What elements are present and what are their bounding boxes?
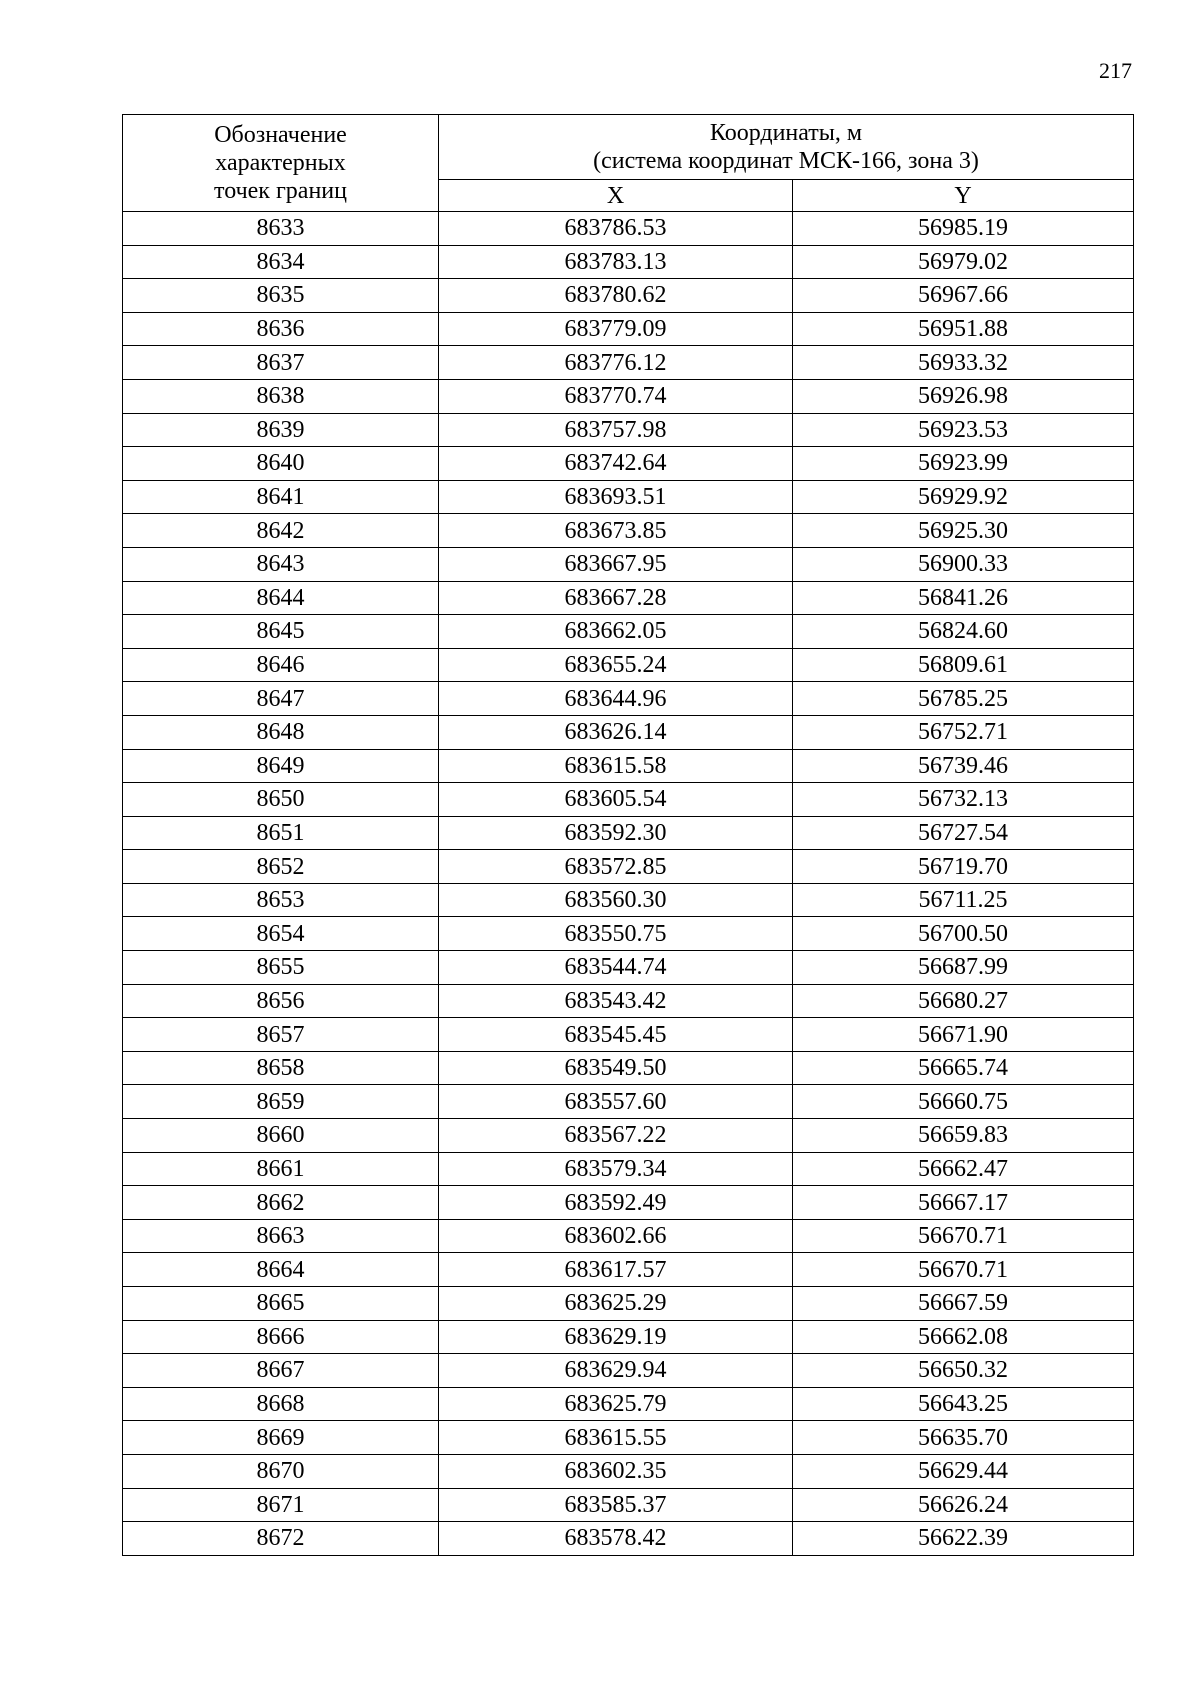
table-header <box>123 115 1134 212</box>
point-id-cell: 8639 <box>123 413 439 447</box>
y-coordinate-cell: 56785.25 <box>793 682 1134 716</box>
point-id-cell: 8657 <box>123 1018 439 1052</box>
y-coordinate-cell: 56923.53 <box>793 413 1134 447</box>
table-row <box>123 883 1134 917</box>
point-id-cell: 8635 <box>123 279 439 313</box>
y-coordinate-cell: 56700.50 <box>793 917 1134 951</box>
point-id-cell: 8658 <box>123 1051 439 1085</box>
x-coordinate-cell: 683757.98 <box>439 413 793 447</box>
x-coordinate-cell: 683615.58 <box>439 749 793 783</box>
table-row <box>123 1354 1134 1388</box>
point-id-cell: 8649 <box>123 749 439 783</box>
table-row <box>123 917 1134 951</box>
x-coordinate-cell: 683578.42 <box>439 1522 793 1556</box>
point-id-cell: 8642 <box>123 514 439 548</box>
y-coordinate-cell: 56626.24 <box>793 1488 1134 1522</box>
table-row <box>123 447 1134 481</box>
table-row <box>123 783 1134 817</box>
table-row <box>123 1119 1134 1153</box>
table-row <box>123 1522 1134 1556</box>
y-coordinate-cell: 56967.66 <box>793 279 1134 313</box>
point-id-cell: 8646 <box>123 648 439 682</box>
point-id-cell: 8652 <box>123 850 439 884</box>
x-coordinate-cell: 683742.64 <box>439 447 793 481</box>
x-coordinate-cell: 683667.95 <box>439 547 793 581</box>
y-coordinate-cell: 56732.13 <box>793 783 1134 817</box>
table-row <box>123 346 1134 380</box>
x-coordinate-cell: 683629.94 <box>439 1354 793 1388</box>
x-coordinate-cell: 683567.22 <box>439 1119 793 1153</box>
point-id-cell: 8663 <box>123 1219 439 1253</box>
y-coordinate-cell: 56951.88 <box>793 312 1134 346</box>
point-id-cell: 8672 <box>123 1522 439 1556</box>
point-id-cell: 8655 <box>123 951 439 985</box>
x-coordinate-cell: 683625.79 <box>439 1387 793 1421</box>
x-coordinate-cell: 683786.53 <box>439 212 793 246</box>
point-id-cell: 8637 <box>123 346 439 380</box>
point-id-cell: 8671 <box>123 1488 439 1522</box>
table-row <box>123 379 1134 413</box>
y-coordinate-cell: 56660.75 <box>793 1085 1134 1119</box>
y-coordinate-cell: 56727.54 <box>793 816 1134 850</box>
x-coordinate-cell: 683557.60 <box>439 1085 793 1119</box>
y-coordinate-cell: 56900.33 <box>793 547 1134 581</box>
x-coordinate-cell: 683579.34 <box>439 1152 793 1186</box>
x-coordinate-cell: 683560.30 <box>439 883 793 917</box>
table-row <box>123 749 1134 783</box>
x-coordinate-cell: 683776.12 <box>439 346 793 380</box>
x-coordinate-cell: 683655.24 <box>439 648 793 682</box>
point-id-cell: 8653 <box>123 883 439 917</box>
table-row <box>123 816 1134 850</box>
x-coordinate-cell: 683667.28 <box>439 581 793 615</box>
x-coordinate-cell: 683544.74 <box>439 951 793 985</box>
point-id-cell: 8660 <box>123 1119 439 1153</box>
y-coordinate-cell: 56979.02 <box>793 245 1134 279</box>
table-row <box>123 984 1134 1018</box>
table-row <box>123 1287 1134 1321</box>
x-coordinate-cell: 683543.42 <box>439 984 793 1018</box>
table-row <box>123 850 1134 884</box>
y-coordinate-cell: 56629.44 <box>793 1454 1134 1488</box>
x-coordinate-cell: 683592.30 <box>439 816 793 850</box>
point-id-cell: 8633 <box>123 212 439 246</box>
table-row <box>123 581 1134 615</box>
x-coordinate-cell: 683602.35 <box>439 1454 793 1488</box>
table-row <box>123 615 1134 649</box>
table-row <box>123 1085 1134 1119</box>
point-id-cell: 8670 <box>123 1454 439 1488</box>
table-row <box>123 682 1134 716</box>
point-id-cell: 8645 <box>123 615 439 649</box>
x-coordinate-cell: 683615.55 <box>439 1421 793 1455</box>
x-coordinate-cell: 683592.49 <box>439 1186 793 1220</box>
x-coordinate-cell: 683780.62 <box>439 279 793 313</box>
y-coordinate-cell: 56752.71 <box>793 715 1134 749</box>
point-id-cell: 8656 <box>123 984 439 1018</box>
table-row <box>123 1488 1134 1522</box>
x-coordinate-cell: 683625.29 <box>439 1287 793 1321</box>
x-coordinate-cell: 683644.96 <box>439 682 793 716</box>
table-row <box>123 951 1134 985</box>
point-id-cell: 8654 <box>123 917 439 951</box>
y-column-header: Y <box>793 180 1134 212</box>
table-row <box>123 480 1134 514</box>
y-coordinate-cell: 56635.70 <box>793 1421 1134 1455</box>
table-row <box>123 547 1134 581</box>
y-coordinate-cell: 56643.25 <box>793 1387 1134 1421</box>
x-column-header: X <box>439 180 793 212</box>
coords-header <box>439 115 1134 180</box>
x-coordinate-cell: 683779.09 <box>439 312 793 346</box>
table-row <box>123 1421 1134 1455</box>
point-id-cell: 8661 <box>123 1152 439 1186</box>
point-id-cell: 8667 <box>123 1354 439 1388</box>
y-coordinate-cell: 56670.71 <box>793 1253 1134 1287</box>
point-id-cell: 8641 <box>123 480 439 514</box>
coords-title: Координаты, м <box>709 120 863 146</box>
table-row <box>123 279 1134 313</box>
table-row <box>123 1387 1134 1421</box>
x-coordinate-cell: 683572.85 <box>439 850 793 884</box>
point-id-cell: 8666 <box>123 1320 439 1354</box>
table-row <box>123 1320 1134 1354</box>
point-id-cell: 8650 <box>123 783 439 817</box>
y-coordinate-cell: 56824.60 <box>793 615 1134 649</box>
point-id-cell: 8665 <box>123 1287 439 1321</box>
y-coordinate-cell: 56680.27 <box>793 984 1134 1018</box>
point-id-cell: 8638 <box>123 379 439 413</box>
point-label-line: Обозначение <box>214 122 347 148</box>
table-row <box>123 245 1134 279</box>
x-coordinate-cell: 683602.66 <box>439 1219 793 1253</box>
coordinates-table <box>122 114 1134 1556</box>
x-coordinate-cell: 683783.13 <box>439 245 793 279</box>
table-row <box>123 212 1134 246</box>
table-body <box>123 212 1134 1556</box>
point-label-header <box>123 115 439 212</box>
table-row <box>123 1186 1134 1220</box>
y-coordinate-cell: 56650.32 <box>793 1354 1134 1388</box>
y-coordinate-cell: 56662.47 <box>793 1152 1134 1186</box>
y-coordinate-cell: 56665.74 <box>793 1051 1134 1085</box>
x-coordinate-cell: 683549.50 <box>439 1051 793 1085</box>
y-coordinate-cell: 56667.59 <box>793 1287 1134 1321</box>
point-id-cell: 8647 <box>123 682 439 716</box>
y-coordinate-cell: 56739.46 <box>793 749 1134 783</box>
point-id-cell: 8634 <box>123 245 439 279</box>
table-row <box>123 648 1134 682</box>
x-coordinate-cell: 683617.57 <box>439 1253 793 1287</box>
table-row <box>123 1051 1134 1085</box>
page-number: 217 <box>1099 58 1132 83</box>
y-coordinate-cell: 56671.90 <box>793 1018 1134 1052</box>
x-coordinate-cell: 683605.54 <box>439 783 793 817</box>
coords-subtitle: (система координат МСК-166, зона 3) <box>593 148 979 174</box>
y-coordinate-cell: 56670.71 <box>793 1219 1134 1253</box>
y-coordinate-cell: 56923.99 <box>793 447 1134 481</box>
x-coordinate-cell: 683629.19 <box>439 1320 793 1354</box>
point-label-line: точек границ <box>214 178 347 204</box>
table-row <box>123 312 1134 346</box>
x-coordinate-cell: 683693.51 <box>439 480 793 514</box>
table-row <box>123 1454 1134 1488</box>
point-label-line: характерных <box>215 150 346 176</box>
y-coordinate-cell: 56809.61 <box>793 648 1134 682</box>
table-row <box>123 1253 1134 1287</box>
point-id-cell: 8662 <box>123 1186 439 1220</box>
point-id-cell: 8640 <box>123 447 439 481</box>
point-id-cell: 8668 <box>123 1387 439 1421</box>
y-coordinate-cell: 56711.25 <box>793 883 1134 917</box>
point-id-cell: 8664 <box>123 1253 439 1287</box>
y-coordinate-cell: 56662.08 <box>793 1320 1134 1354</box>
table-row <box>123 1152 1134 1186</box>
table-row <box>123 715 1134 749</box>
point-id-cell: 8643 <box>123 547 439 581</box>
table-row <box>123 1018 1134 1052</box>
x-coordinate-cell: 683673.85 <box>439 514 793 548</box>
point-id-cell: 8651 <box>123 816 439 850</box>
x-coordinate-cell: 683585.37 <box>439 1488 793 1522</box>
x-coordinate-cell: 683545.45 <box>439 1018 793 1052</box>
point-id-cell: 8644 <box>123 581 439 615</box>
y-coordinate-cell: 56622.39 <box>793 1522 1134 1556</box>
y-coordinate-cell: 56929.92 <box>793 480 1134 514</box>
y-coordinate-cell: 56926.98 <box>793 379 1134 413</box>
x-coordinate-cell: 683550.75 <box>439 917 793 951</box>
y-coordinate-cell: 56659.83 <box>793 1119 1134 1153</box>
table-row <box>123 514 1134 548</box>
x-coordinate-cell: 683626.14 <box>439 715 793 749</box>
table-row <box>123 413 1134 447</box>
y-coordinate-cell: 56667.17 <box>793 1186 1134 1220</box>
point-id-cell: 8648 <box>123 715 439 749</box>
y-coordinate-cell: 56719.70 <box>793 850 1134 884</box>
y-coordinate-cell: 56841.26 <box>793 581 1134 615</box>
y-coordinate-cell: 56985.19 <box>793 212 1134 246</box>
point-id-cell: 8659 <box>123 1085 439 1119</box>
point-id-cell: 8669 <box>123 1421 439 1455</box>
y-coordinate-cell: 56933.32 <box>793 346 1134 380</box>
x-coordinate-cell: 683662.05 <box>439 615 793 649</box>
y-coordinate-cell: 56925.30 <box>793 514 1134 548</box>
y-coordinate-cell: 56687.99 <box>793 951 1134 985</box>
table-row <box>123 1219 1134 1253</box>
x-coordinate-cell: 683770.74 <box>439 379 793 413</box>
point-id-cell: 8636 <box>123 312 439 346</box>
